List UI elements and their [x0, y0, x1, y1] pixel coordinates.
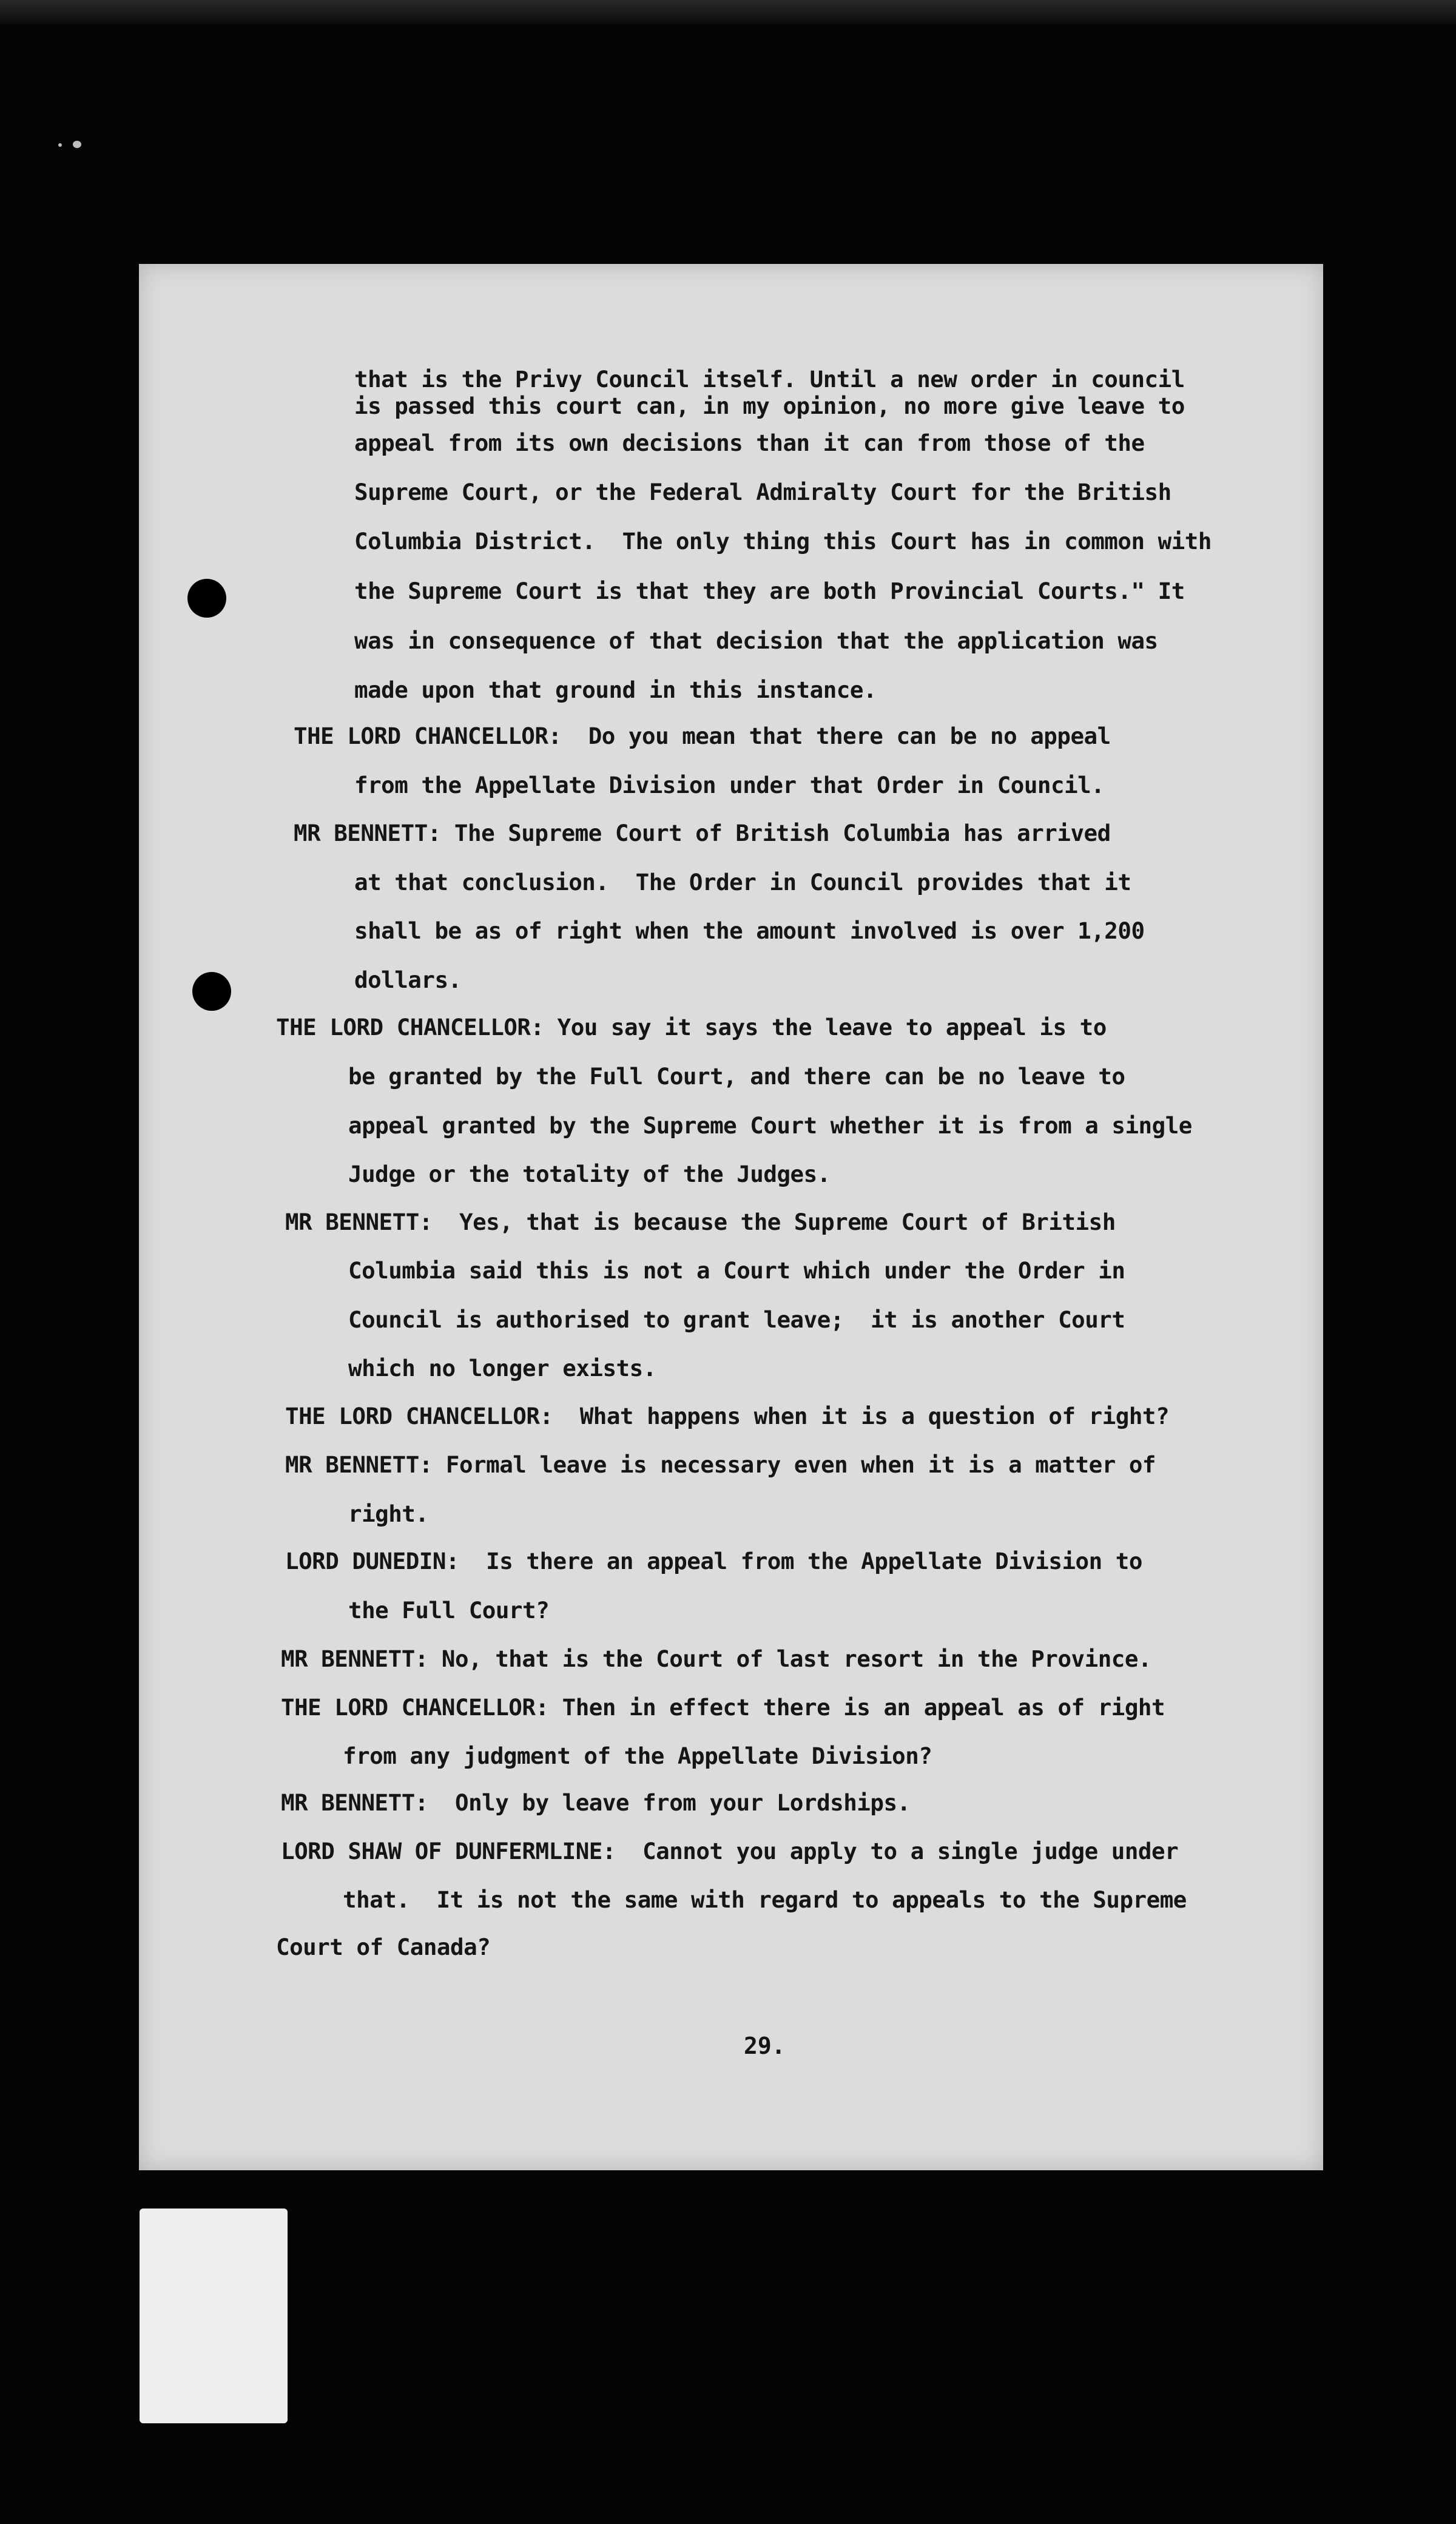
page-number: 29. [744, 2033, 786, 2059]
speaker-line: LORD DUNEDIN: Is there an appeal from the Appellate Division to [285, 1548, 1142, 1574]
text-line: Columbia District. The only thing this Court has in common with [354, 528, 1212, 555]
text-line: that. It is not the same with regard to appeals to the Supreme [343, 1886, 1187, 1913]
speaker-line: MR BENNETT: Formal leave is necessary even when it is a matter of [285, 1451, 1156, 1478]
text-line: the Full Court? [348, 1597, 550, 1624]
text-line: shall be as of right when the amount involved is over 1,200 [354, 917, 1145, 944]
text-line: appeal granted by the Supreme Court whether it is from a single [348, 1112, 1192, 1139]
punch-hole [187, 579, 226, 618]
speaker-line: MR BENNETT: The Supreme Court of British Columbia has arrived [294, 820, 1111, 846]
punch-hole [192, 972, 231, 1011]
text-line: dollars. [354, 967, 462, 993]
film-speck [58, 143, 62, 147]
speaker-line: THE LORD CHANCELLOR: Do you mean that there can be no appeal [294, 723, 1111, 749]
speaker-line: THE LORD CHANCELLOR: Then in effect there is an appeal as of right [281, 1694, 1165, 1721]
text-line: is passed this court can, in my opinion, no more give leave to [354, 393, 1185, 419]
speaker-line: THE LORD CHANCELLOR: You say it says the leave to appeal is to [276, 1014, 1107, 1041]
text-line: that is the Privy Council itself. Until a new order in council [354, 366, 1185, 393]
document-page [139, 264, 1323, 2170]
text-line: was in consequence of that decision that the application was [354, 627, 1158, 654]
text-line: which no longer exists. [348, 1355, 656, 1382]
text-line: right. [348, 1500, 429, 1527]
text-line: Council is authorised to grant leave; it is another Court [348, 1306, 1125, 1333]
text-line: Columbia said this is not a Court which under the Order in [348, 1257, 1125, 1284]
film-strip-edge [0, 0, 1456, 24]
text-line: appeal from its own decisions than it can from those of the [354, 430, 1145, 456]
text-line: Court of Canada? [276, 1934, 491, 1960]
speaker-line: THE LORD CHANCELLOR: What happens when it is a question of right? [285, 1403, 1170, 1429]
film-label-slip [140, 2208, 288, 2423]
text-line: from any judgment of the Appellate Division? [343, 1743, 932, 1769]
speaker-line: MR BENNETT: Yes, that is because the Supreme Court of British [285, 1209, 1116, 1235]
speaker-line: MR BENNETT: Only by leave from your Lordships. [281, 1789, 911, 1816]
speaker-line: LORD SHAW OF DUNFERMLINE: Cannot you apply to a single judge under [281, 1838, 1179, 1864]
text-line: made upon that ground in this instance. [354, 677, 877, 703]
text-line: Supreme Court, or the Federal Admiralty Court for the British [354, 479, 1171, 505]
text-line: from the Appellate Division under that Order in Council. [354, 772, 1105, 798]
speaker-line: MR BENNETT: No, that is the Court of last resort in the Province. [281, 1645, 1151, 1672]
text-line: be granted by the Full Court, and there can be no leave to [348, 1063, 1125, 1090]
text-line: the Supreme Court is that they are both Provincial Courts." It [354, 578, 1185, 604]
text-line: at that conclusion. The Order in Council provides that it [354, 869, 1131, 896]
text-line: Judge or the totality of the Judges. [348, 1161, 831, 1187]
film-speck [73, 141, 81, 148]
